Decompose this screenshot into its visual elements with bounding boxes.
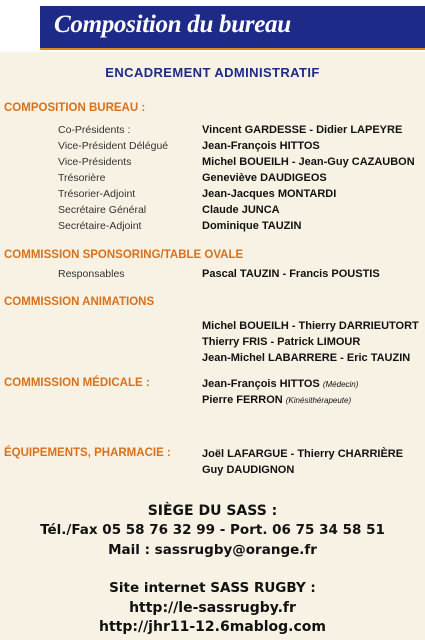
bureau-heading: COMPOSITION BUREAU : — [4, 102, 146, 114]
bureau-name: Dominique TAUZIN — [202, 220, 302, 232]
bureau-role: Vice-Président Délégué — [58, 140, 169, 152]
medicale-row — [202, 394, 351, 406]
contact-mail: Mail : sassrugby@orange.fr — [108, 542, 317, 558]
animations-name: Michel BOUEILH - Thierry DARRIEUTORT — [202, 320, 419, 332]
bureau-name: Michel BOUEILH - Jean-Guy CAZAUBON — [202, 156, 415, 168]
sponsoring-role: Responsables — [58, 268, 125, 280]
animations-heading: COMMISSION ANIMATIONS — [4, 296, 155, 308]
site-link-2[interactable]: http://jhr11-12.6mablog.com — [98, 619, 327, 635]
medicale-heading: COMMISSION MÉDICALE : — [4, 377, 150, 389]
site-link-1[interactable]: http://le-sassrugby.fr — [129, 600, 296, 616]
title-banner — [40, 6, 425, 50]
bureau-name: Claude JUNCA — [202, 204, 280, 216]
animations-name: Thierry FRIS - Patrick LIMOUR — [202, 336, 361, 348]
header — [0, 0, 425, 52]
medicale-name: Pierre FERRON — [202, 394, 283, 406]
bureau-role: Trésorier-Adjoint — [58, 188, 136, 200]
equipements-name: Joël LAFARGUE - Thierry CHARRIÈRE — [202, 448, 404, 460]
bureau-name: Geneviève DAUDIGEOS — [202, 172, 327, 184]
sponsoring-name: Pascal TAUZIN - Francis POUSTIS — [202, 268, 380, 280]
sponsoring-heading: COMMISSION SPONSORING/TABLE OVALE — [4, 249, 244, 261]
equipements-name: Guy DAUDIGNON — [202, 464, 295, 476]
medicale-note: (Kinésithérapeute) — [285, 396, 352, 405]
equipements-heading: ÉQUIPEMENTS, PHARMACIE : — [4, 447, 171, 459]
siege-heading: SIÈGE DU SASS : — [147, 503, 278, 519]
bureau-name: Vincent GARDESSE - Didier LAPEYRE — [202, 124, 403, 136]
bureau-role: Co-Présidents : — [58, 124, 131, 136]
site-label: Site internet SASS RUGBY : — [109, 580, 316, 596]
bureau-name: Jean-Jacques MONTARDI — [202, 188, 337, 200]
contact-phone: Tél./Fax 05 58 76 32 99 - Port. 06 75 34 58 51 — [40, 522, 385, 538]
animations-name: Jean-Michel LABARRERE - Eric TAUZIN — [202, 352, 411, 364]
section-subtitle: ENCADREMENT ADMINISTRATIF — [105, 65, 320, 80]
bureau-role: Secrétaire-Adjoint — [58, 220, 142, 232]
medicale-name: Jean-François HITTOS — [202, 378, 320, 390]
bureau-role: Trésorière — [58, 172, 106, 184]
medicale-row — [202, 378, 358, 390]
bureau-name: Jean-François HITTOS — [202, 140, 320, 152]
bureau-role: Vice-Présidents — [58, 156, 132, 168]
page-title: Composition du bureau — [54, 11, 291, 38]
bureau-role: Secrétaire Général — [58, 204, 147, 216]
medicale-note: (Médecin) — [322, 380, 359, 389]
